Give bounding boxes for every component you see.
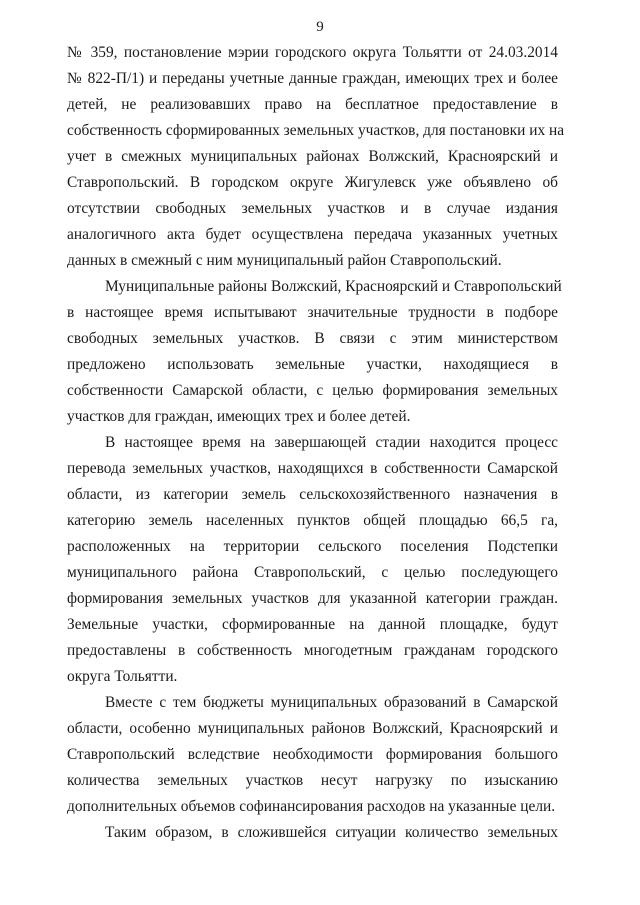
text-line: Земельные участки, сформированные на данной площадке, будут [67, 616, 558, 633]
text-line: № 359, постановление мэрии городского округа Тольятти от 24.03.2014 [67, 44, 558, 61]
text-line: области, особенно муниципальных районов Волжский, Красноярский и [67, 720, 558, 737]
text-line: аналогичного акта будет осуществлена передача указанных учетных [67, 226, 558, 243]
paragraph-1 [67, 40, 565, 274]
text-line: перевода земельных участков, находящихся в собственности Самарской [67, 460, 558, 477]
text-line: В настоящее время на завершающей стадии находится процесс [105, 434, 558, 451]
text-line: категорию земель населенных пунктов общей площадью 66,5 га, [67, 512, 558, 529]
paragraph-3 [67, 430, 558, 690]
paragraph-5 [67, 820, 558, 846]
text-line: собственности Самарской области, с целью формирования земельных [67, 382, 558, 399]
text-line: Ставропольский вследствие необходимости формирования большого [67, 746, 558, 763]
paragraph-2 [67, 274, 562, 430]
text-line: области, из категории земель сельскохозяйственного назначения в [67, 486, 558, 503]
text-line: отсутствии свободных земельных участков и в случае издания [67, 200, 558, 217]
paragraph-4 [67, 690, 558, 820]
text-line: расположенных на территории сельского поселения Подстепки [67, 538, 558, 555]
text-line: дополнительных объемов софинансирования расходов на указанные цели. [67, 798, 556, 815]
text-line: свободных земельных участков. В связи с этим министерством [67, 330, 558, 347]
text-line: участков для граждан, имеющих трех и более детей. [67, 408, 411, 425]
text-line: собственность сформированных земельных участков, для постановки их на [67, 122, 565, 139]
text-line: формирования земельных участков для указанной категории граждан. [67, 590, 558, 607]
document-body [67, 40, 565, 846]
text-line: Муниципальные районы Волжский, Красноярский и Ставропольский [105, 278, 562, 295]
text-line: Ставропольский. В городском округе Жигулевск уже объявлено об [67, 174, 558, 191]
text-line: данных в смежный с ним муниципальный район Ставропольский. [67, 252, 502, 269]
text-line: предоставлены в собственность многодетным гражданам городского [67, 642, 558, 659]
page-number: 9 [316, 19, 324, 35]
text-line: муниципального района Ставропольский, с целью последующего [67, 564, 558, 581]
text-line: предложено использовать земельные участки, находящиеся в [67, 356, 558, 373]
text-line: № 822-П/1) и переданы учетные данные граждан, имеющих трех и более [67, 70, 558, 87]
text-line: Таким образом, в сложившейся ситуации количество земельных [105, 824, 558, 841]
text-line: детей, не реализовавших право на бесплатное предоставление в [67, 96, 558, 113]
text-line: округа Тольятти. [67, 668, 178, 685]
text-line: Вместе с тем бюджеты муниципальных образований в Самарской [105, 694, 558, 711]
text-line: учет в смежных муниципальных районах Волжский, Красноярский и [67, 148, 558, 165]
text-line: количества земельных участков несут нагрузку по изысканию [67, 772, 558, 789]
text-line: в настоящее время испытывают значительные трудности в подборе [67, 304, 558, 321]
